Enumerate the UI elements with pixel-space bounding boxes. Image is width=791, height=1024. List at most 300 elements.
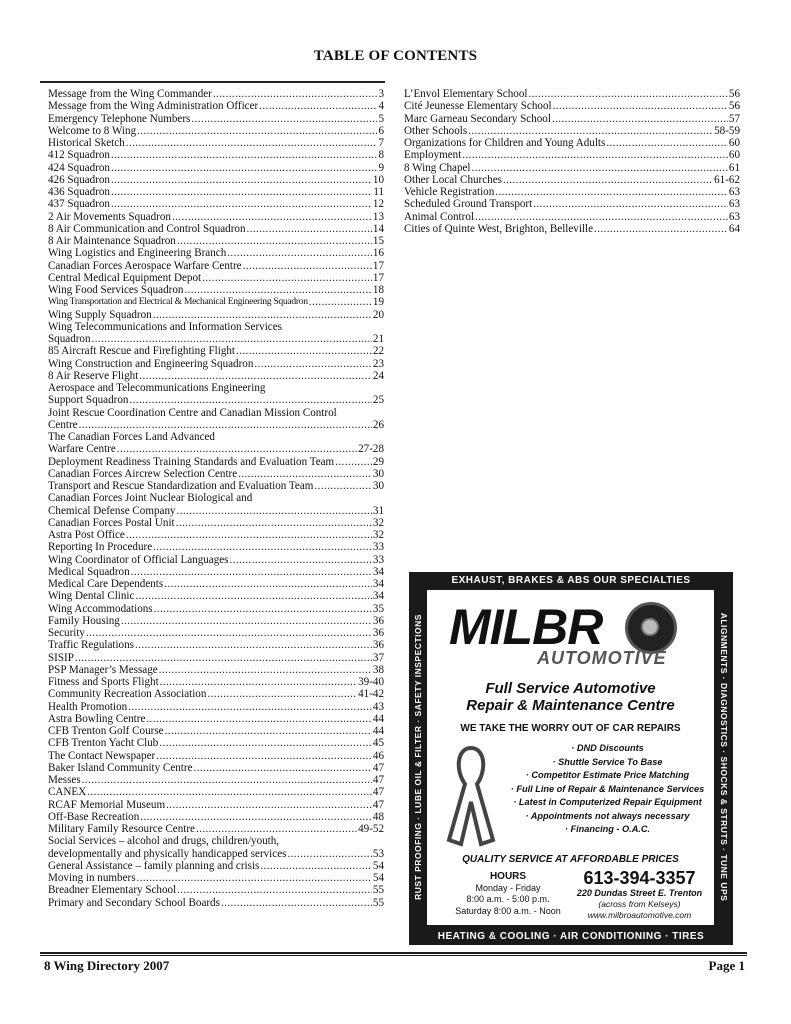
- ad-hours-line: 8:00 a.m. - 5:00 p.m.: [466, 894, 550, 904]
- toc-entry: [404, 198, 740, 210]
- toc-entry-page: 21: [372, 333, 384, 345]
- toc-entry-page: 10: [372, 173, 384, 186]
- toc-entry: [48, 333, 384, 345]
- toc-entry-title: 8 Air Reserve Flight: [48, 369, 139, 382]
- toc-dot-leader: [221, 897, 372, 909]
- ad-service-item: · Appointments not always necessary: [525, 810, 690, 821]
- toc-entry-title: Centre: [48, 418, 78, 431]
- toc-entry-page: 11: [373, 186, 384, 198]
- toc-entry-page: 4: [378, 100, 384, 113]
- toc-entry-page: 56: [728, 100, 740, 113]
- toc-entry: [48, 762, 384, 774]
- toc-entry: [48, 149, 384, 161]
- toc-entry: [48, 223, 384, 235]
- toc-dot-leader: [111, 162, 378, 174]
- toc-dot-leader: [87, 786, 372, 798]
- toc-entry-page: 54: [372, 859, 384, 872]
- toc-entry: [48, 517, 384, 529]
- toc-entry-title: Chemical Defense Company: [48, 504, 176, 517]
- toc-entry: [48, 799, 384, 811]
- toc-dot-leader: [92, 333, 372, 345]
- toc-dot-leader: [238, 468, 372, 480]
- toc-entry-title: PSP Manager’s Message: [48, 663, 158, 676]
- toc-continued-line: Wing Telecommunications and Information Services: [48, 320, 282, 333]
- toc-entry-title: CFB Trenton Yacht Club: [48, 737, 159, 750]
- toc-entry: [48, 370, 384, 382]
- toc-dot-leader: [121, 615, 372, 627]
- toc-entry-title: Message from the Wing Commander: [48, 88, 212, 100]
- toc-entry-title: 424 Squadron: [48, 161, 110, 174]
- toc-entry: [48, 174, 384, 186]
- toc-entry-page: 64: [728, 222, 740, 235]
- toc-entry: [404, 162, 740, 174]
- toc-entry: [48, 725, 384, 737]
- ad-contact: [567, 868, 712, 921]
- toc-entry: [404, 211, 740, 223]
- toc-dot-leader: [314, 480, 371, 492]
- toc-entry-page: 46: [372, 749, 384, 762]
- toc-entry: [48, 737, 384, 749]
- toc-entry-page: 36: [372, 639, 384, 652]
- toc-dot-leader: [202, 272, 372, 284]
- toc-dot-leader: [129, 394, 371, 406]
- toc-entry: [48, 713, 384, 725]
- toc-entry-page: 33: [372, 541, 384, 554]
- ad-hours: [453, 871, 563, 917]
- toc-entry-page: 20: [372, 308, 384, 321]
- wheel-icon: [625, 602, 677, 654]
- toc-entry: [48, 884, 384, 896]
- ad-headline-2: Repair & Maintenance Centre: [466, 697, 675, 714]
- toc-entry-page: 30: [372, 467, 384, 480]
- toc-entry-page: 38: [372, 663, 384, 676]
- toc-entry: [48, 701, 384, 713]
- toc-continued-line: The Canadian Forces Land Advanced: [48, 431, 215, 443]
- toc-dot-leader: [172, 211, 372, 223]
- toc-entry-title: Medical Care Dependents: [48, 578, 164, 590]
- top-rule: [40, 81, 385, 83]
- toc-entry: [48, 235, 384, 247]
- ad-hours-line: Monday - Friday: [475, 882, 541, 893]
- toc-entry-title: CFB Trenton Golf Course: [48, 725, 164, 737]
- toc-entry-title: Canadian Forces Postal Unit: [48, 516, 175, 529]
- toc-entry: [48, 88, 384, 100]
- toc-entry: [48, 676, 384, 688]
- toc-dot-leader: [86, 627, 372, 639]
- toc-entry-page: 37: [372, 651, 384, 664]
- toc-entry-title: Fitness and Sports Flight: [48, 676, 159, 688]
- toc-entry: [48, 566, 384, 578]
- toc-entry-title: SISIP: [48, 651, 74, 664]
- toc-dot-leader: [184, 284, 371, 296]
- toc-entry-title: 8 Air Communication and Control Squadron: [48, 222, 246, 235]
- ad-hours-line: Saturday 8:00 a.m. - Noon: [455, 905, 561, 916]
- toc-dot-leader: [137, 125, 377, 137]
- toc-entry-title: Cities of Quinte West, Brighton, Belleville: [404, 222, 594, 235]
- toc-entry-title: Animal Control: [404, 210, 474, 223]
- toc-entry-page: 22: [372, 345, 384, 358]
- toc-dot-leader: [468, 125, 713, 137]
- toc-entry: [48, 688, 384, 700]
- toc-entry-title: Employment: [404, 149, 462, 162]
- toc-continued-line: Social Services – alcohol and drugs, children/youth,: [48, 835, 280, 848]
- toc-entry-page: 54: [372, 872, 384, 884]
- toc-entry-page: 55: [372, 896, 384, 909]
- toc-dot-leader: [236, 345, 372, 357]
- ad-across: (across from Kelseys): [598, 899, 681, 909]
- toc-dot-leader: [165, 725, 372, 737]
- toc-dot-leader: [259, 100, 377, 112]
- toc-entry-page: 31: [372, 504, 384, 517]
- toc-entry-page: 56: [728, 88, 740, 100]
- toc-entry-title: Deployment Readiness Training Standards and Evaluation Team: [48, 455, 335, 468]
- ad-address: 220 Dundas Street E. Trenton: [576, 888, 703, 898]
- toc-entry-page: 34: [372, 590, 384, 603]
- toc-entry-title: Medical Squadron: [48, 565, 130, 578]
- toc-dot-leader: [154, 603, 372, 615]
- ad-service-item: · Full Line of Repair & Maintenance Services: [510, 783, 705, 794]
- toc-entry-page: 43: [372, 700, 384, 713]
- toc-entry-title: Wing Food Services Squadron: [48, 284, 184, 296]
- footer-directory: 8 Wing Directory 2007: [44, 958, 170, 973]
- toc-dot-leader: [153, 309, 372, 321]
- toc-entry-title: 85 Aircraft Rescue and Firefighting Flight: [48, 345, 236, 358]
- toc-entry: [48, 358, 384, 370]
- toc-entry-title: 426 Squadron: [48, 173, 110, 186]
- toc-entry: [48, 247, 384, 259]
- toc-entry: [48, 211, 384, 223]
- toc-entry-title: Historical Sketch: [48, 137, 125, 149]
- toc-entry-title: Family Housing: [48, 614, 120, 627]
- toc-entry-page: 55: [372, 884, 384, 897]
- toc-dot-leader: [79, 419, 372, 431]
- toc-entry-title: CANEX: [48, 786, 87, 799]
- milbro-advertisement: [409, 572, 733, 945]
- toc-entry: [48, 186, 384, 198]
- toc-entry-page: 8: [378, 149, 384, 162]
- toc-entry-page: 5: [378, 112, 384, 125]
- footer-page-number: Page 1: [708, 958, 745, 973]
- toc-entry-page: 36: [372, 627, 384, 639]
- toc-dot-leader: [495, 186, 728, 198]
- toc-entry-title: Organizations for Children and Young Adults: [404, 137, 606, 149]
- toc-entry-title: Wing Accommodations: [48, 602, 153, 615]
- toc-entry-page: 12: [372, 198, 384, 211]
- toc-dot-leader: [153, 541, 372, 553]
- toc-dot-leader: [159, 664, 372, 676]
- toc-dot-leader: [111, 149, 378, 161]
- toc-entry-title: Central Medical Equipment Depot: [48, 271, 202, 284]
- toc-entry: [404, 100, 740, 112]
- toc-right-column: [404, 88, 740, 235]
- toc-dot-leader: [194, 762, 372, 774]
- toc-entry: [404, 174, 740, 186]
- toc-entry-title: Canadian Forces Aircrew Selection Centre: [48, 467, 238, 480]
- toc-dot-leader: [213, 88, 378, 100]
- toc-dot-leader: [594, 223, 728, 235]
- toc-entry-title: Wing Logistics and Engineering Branch: [48, 247, 227, 260]
- toc-entry-page: 34: [372, 578, 384, 590]
- ad-headline-1: Full Service Automotive: [485, 680, 656, 697]
- toc-dot-leader: [126, 137, 378, 149]
- toc-dot-leader: [128, 701, 372, 713]
- toc-entry-page: 53: [372, 847, 384, 860]
- toc-dot-leader: [191, 113, 377, 125]
- toc-entry-page: 9: [378, 161, 384, 174]
- toc-entry-page: 58-59: [714, 124, 740, 137]
- toc-entry-title: Community Recreation Association: [48, 688, 207, 701]
- toc-entry-title: Squadron: [48, 333, 91, 345]
- toc-dot-leader: [139, 370, 372, 382]
- toc-entry-page: 63: [728, 186, 740, 198]
- toc-entry-title: Astra Post Office: [48, 529, 125, 541]
- toc-entry: [48, 137, 384, 149]
- toc-left-column: [48, 88, 384, 909]
- toc-dot-leader: [159, 737, 372, 749]
- toc-dot-leader: [111, 186, 372, 198]
- toc-entry: [48, 198, 384, 210]
- toc-entry: [48, 345, 384, 357]
- toc-entry-page: 15: [372, 235, 384, 247]
- toc-entry-title: Off-Base Recreation: [48, 810, 140, 823]
- ad-service-item: · Financing - O.A.C.: [564, 824, 651, 834]
- ad-phone: 613-394-3357: [583, 868, 696, 888]
- toc-entry-page: 47: [372, 798, 384, 811]
- toc-entry-page: 30: [372, 480, 384, 492]
- toc-entry-title: Wing Coordinator of Official Languages: [48, 553, 229, 566]
- toc-entry-title: The Contact Newspaper: [48, 749, 156, 762]
- toc-entry: [48, 639, 384, 651]
- toc-entry-page: 32: [372, 516, 384, 529]
- ad-logo-sub: AUTOMOTIVE: [537, 648, 667, 668]
- toc-dot-leader: [528, 88, 727, 100]
- ad-service-item: · Latest in Computerized Repair Equipment: [513, 797, 702, 807]
- toc-entry: [48, 100, 384, 112]
- toc-entry-title: RCAF Memorial Museum: [48, 798, 166, 811]
- toc-entry: [48, 443, 384, 455]
- toc-entry-page: 45: [372, 737, 384, 750]
- toc-entry-title: Other Local Churches: [404, 173, 502, 186]
- toc-entry: [48, 590, 384, 602]
- toc-entry: [48, 823, 384, 835]
- toc-entry: [48, 468, 384, 480]
- toc-entry: [48, 603, 384, 615]
- toc-entry-page: 44: [372, 725, 384, 737]
- toc-entry-title: Warfare Centre: [48, 443, 116, 456]
- toc-entry-page: 49-52: [358, 823, 384, 835]
- toc-entry: [404, 88, 740, 100]
- toc-entry-title: Wing Construction and Engineering Squadron: [48, 357, 254, 370]
- toc-entry-title: Emergency Telephone Numbers: [48, 112, 191, 125]
- toc-entry-title: 8 Wing Chapel: [404, 161, 471, 174]
- toc-dot-leader: [552, 113, 728, 125]
- toc-dot-leader: [243, 260, 372, 272]
- toc-entry: [48, 627, 384, 639]
- toc-dot-leader: [164, 578, 372, 590]
- toc-dot-leader: [227, 247, 372, 259]
- toc-dot-leader: [230, 554, 372, 566]
- toc-dot-leader: [247, 223, 372, 235]
- toc-entry-title: Welcome to 8 Wing: [48, 124, 137, 137]
- toc-dot-leader: [503, 174, 713, 186]
- toc-dot-leader: [82, 774, 372, 786]
- toc-entry-title: Canadian Forces Aerospace Warfare Centre: [48, 259, 242, 272]
- toc-entry-page: 17: [372, 271, 384, 284]
- toc-entry-page: 18: [372, 284, 384, 296]
- toc-entry-page: 47: [372, 774, 384, 786]
- toc-dot-leader: [140, 811, 372, 823]
- toc-entry-page: 60: [728, 137, 740, 149]
- ad-hours-label: HOURS: [489, 871, 527, 882]
- toc-dot-leader: [606, 137, 728, 149]
- ad-tagline: WE TAKE THE WORRY OUT OF CAR REPAIRS: [460, 723, 681, 734]
- toc-dot-leader: [160, 676, 357, 688]
- ad-band-top: EXHAUST, BRAKES & ABS OUR SPECIALTIES: [451, 575, 691, 586]
- toc-entry: [48, 664, 384, 676]
- ad-headline: [427, 680, 714, 714]
- ad-band-right: ALIGNMENTS · DIAGNOSTICS · SHOCKS & STRUTS · TUNE UPS: [719, 612, 729, 902]
- toc-entry: [404, 149, 740, 161]
- ad-service-item: · Competitor Estimate Price Matching: [525, 770, 690, 780]
- toc-entry-page: 47: [372, 761, 384, 774]
- ad-web: www.milbroautomotive.com: [587, 910, 692, 920]
- toc-entry-page: 47: [372, 786, 384, 799]
- ad-band-left: RUST PROOFING · LUBE OIL & FILTER · SAFETY INSPECTIONS: [413, 614, 423, 900]
- toc-dot-leader: [472, 162, 728, 174]
- toc-entry: [48, 786, 384, 798]
- toc-entry-page: 44: [372, 712, 384, 725]
- toc-dot-leader: [287, 848, 371, 860]
- toc-entry: [48, 860, 384, 872]
- toc-entry-title: Wing Transportation and Electrical & Mechanical Engineering Squadron: [48, 296, 308, 308]
- toc-entry-title: Vehicle Registration: [404, 186, 495, 198]
- toc-entry: [48, 872, 384, 884]
- toc-entry-page: 25: [372, 394, 384, 407]
- ad-service-item: · DND Discounts: [571, 743, 644, 753]
- toc-entry: [48, 296, 384, 308]
- toc-entry: [48, 529, 384, 541]
- toc-entry: [48, 125, 384, 137]
- toc-entry-page: 27-28: [358, 443, 384, 456]
- toc-entry-page: 63: [728, 210, 740, 223]
- toc-entry-page: 26: [372, 418, 384, 431]
- footer-rule: [40, 952, 747, 954]
- toc-entry: [48, 284, 384, 296]
- toc-dot-leader: [166, 799, 372, 811]
- ad-services: [505, 742, 710, 837]
- toc-entry: [48, 811, 384, 823]
- toc-entry-title: Wing Dental Clinic: [48, 590, 135, 603]
- toc-entry-title: Other Schools: [404, 124, 468, 137]
- ad-logo: MILBR: [449, 599, 603, 655]
- ad-band-bottom: HEATING & COOLING · AIR CONDITIONING · TIRES: [437, 931, 705, 942]
- toc-dot-leader: [177, 884, 372, 896]
- toc-entry-title: 437 Squadron: [48, 198, 110, 211]
- toc-entry-page: 29: [372, 455, 384, 468]
- toc-dot-leader: [207, 688, 357, 700]
- toc-entry-page: 17: [372, 259, 384, 272]
- toc-entry: [48, 480, 384, 492]
- toc-entry-page: 32: [372, 529, 384, 541]
- toc-dot-leader: [137, 872, 372, 884]
- toc-entry-page: 61: [728, 161, 740, 174]
- toc-dot-leader: [177, 505, 372, 517]
- toc-entry: [404, 125, 740, 137]
- footer-rule-thin: [40, 955, 747, 956]
- toc-entry-title: Health Promotion: [48, 700, 128, 713]
- toc-dot-leader: [177, 235, 372, 247]
- ad-quality: QUALITY SERVICE AT AFFORDABLE PRICES: [462, 854, 679, 865]
- toc-entry-page: 23: [372, 357, 384, 370]
- toc-entry: [48, 897, 384, 909]
- toc-entry-page: 14: [372, 222, 384, 235]
- toc-entry: [48, 272, 384, 284]
- toc-entry-title: 8 Air Maintenance Squadron: [48, 235, 176, 247]
- toc-dot-leader: [111, 174, 372, 186]
- toc-entry: [48, 505, 384, 517]
- toc-entry-page: 16: [372, 247, 384, 260]
- toc-entry-title: Marc Garneau Secondary School: [404, 112, 551, 125]
- toc-entry: [48, 456, 384, 468]
- toc-entry: [48, 750, 384, 762]
- toc-dot-leader: [135, 590, 371, 602]
- toc-entry: [48, 113, 384, 125]
- toc-entry-page: 35: [372, 602, 384, 615]
- toc-entry-title: Cité Jeunesse Elementary School: [404, 100, 552, 113]
- toc-entry-page: 3: [378, 88, 384, 100]
- toc-dot-leader: [553, 100, 728, 112]
- toc-dot-leader: [260, 860, 372, 872]
- toc-entry-page: 39-40: [358, 676, 384, 688]
- toc-entry-page: 24: [372, 369, 384, 382]
- toc-continued-line: Joint Rescue Coordination Centre and Canadian Mission Control: [48, 406, 337, 419]
- toc-dot-leader: [254, 358, 372, 370]
- toc-entry-title: 2 Air Movements Squadron: [48, 210, 171, 223]
- toc-entry-page: 36: [372, 614, 384, 627]
- toc-entry-title: General Assistance – family planning and crisis: [48, 859, 260, 872]
- toc-entry: [48, 162, 384, 174]
- toc-entry-title: 436 Squadron: [48, 186, 110, 198]
- toc-entry-title: Reporting In Procedure: [48, 541, 153, 554]
- toc-entry-title: 412 Squadron: [48, 149, 110, 162]
- toc-continued-line: Canadian Forces Joint Nuclear Biological and: [48, 492, 253, 505]
- toc-entry-title: Astra Bowling Centre: [48, 712, 146, 725]
- toc-entry-page: 34: [372, 565, 384, 578]
- toc-entry-page: 48: [372, 810, 384, 823]
- toc-entry-page: 63: [728, 198, 740, 211]
- toc-entry-page: 33: [372, 553, 384, 566]
- toc-dot-leader: [117, 443, 357, 455]
- toc-entry: [48, 394, 384, 406]
- toc-entry: [48, 541, 384, 553]
- toc-entry: [48, 848, 384, 860]
- toc-entry-page: 7: [378, 137, 384, 149]
- toc-entry-title: Traffic Regulations: [48, 639, 134, 652]
- toc-dot-leader: [156, 750, 372, 762]
- toc-dot-leader: [196, 823, 357, 835]
- toc-entry-page: 6: [378, 124, 384, 137]
- toc-entry-title: Messes: [48, 774, 81, 786]
- toc-dot-leader: [146, 713, 372, 725]
- toc-entry: [48, 309, 384, 321]
- toc-dot-leader: [335, 456, 372, 468]
- ad-service-item: · Shuttle Service To Base: [552, 756, 663, 767]
- toc-entry: [48, 652, 384, 664]
- toc-dot-leader: [176, 517, 372, 529]
- ribbon-icon: [443, 740, 499, 850]
- toc-entry-title: Message from the Wing Administration Officer: [48, 100, 259, 113]
- toc-continued-line: Aerospace and Telecommunications Engineering: [48, 382, 266, 394]
